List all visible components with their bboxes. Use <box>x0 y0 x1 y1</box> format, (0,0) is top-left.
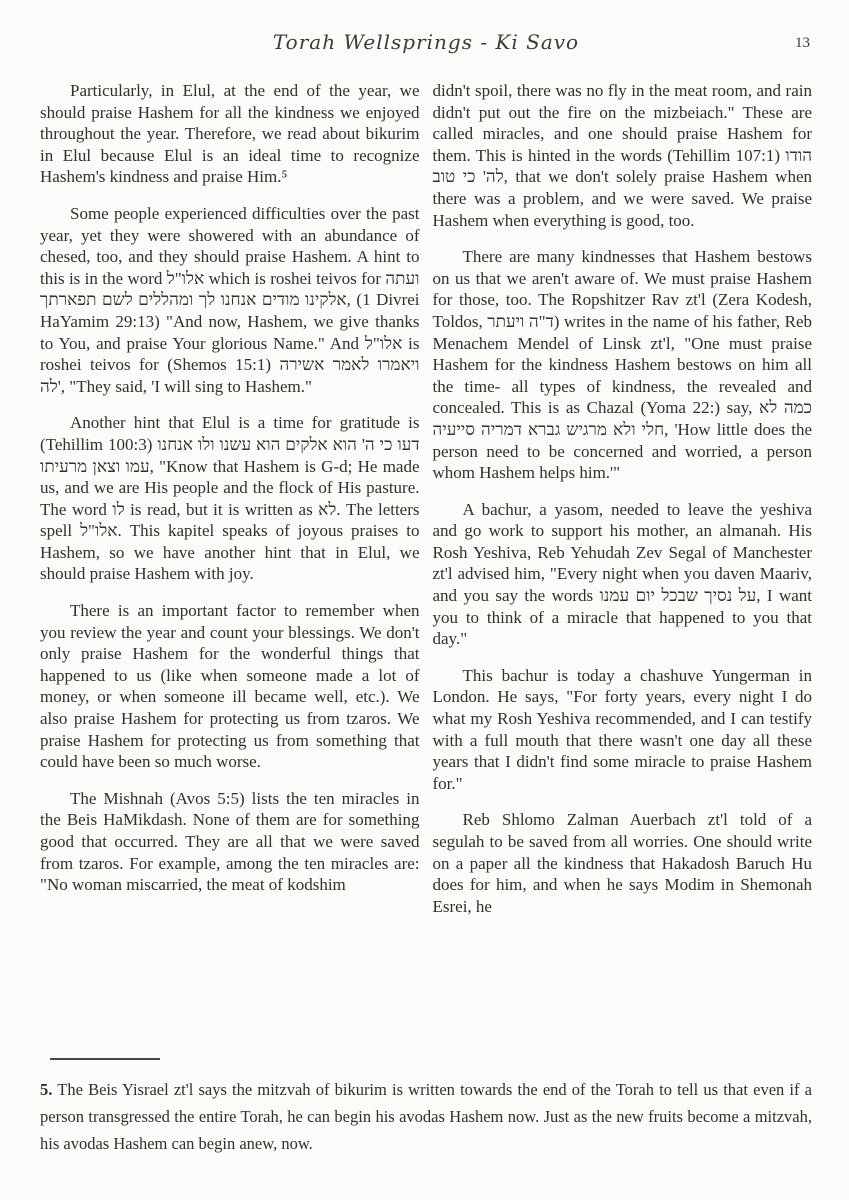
paragraph: Reb Shlomo Zalman Auerbach zt'l told of a segulah to be saved from all worries. One should write on a paper all the kindness that Hakadosh Baruch Hu does for him, and when he says Modim in Shemonah Esrei, he <box>432 810 812 916</box>
paragraph: didn't spoil, there was no fly in the meat room, and rain didn't put out the fire on the mizbeiach." These are called miracles, and one should praise Hashem for them. This is hinted in the words (Tehillim 107:1) הודו לה' כי טוב, that we don't solely praise Hashem when there was a problem, and we were saved. We praise Hashem when everything is good, too. <box>432 81 813 230</box>
paragraph: The Mishnah (Avos 5:5) lists the ten miracles in the Beis HaMikdash. None of them are for something good that occurred. They are all that we were saved from tzaros. For example, among the ten miracles are: "No woman miscarried, the meat of kodshim <box>40 788 420 895</box>
footnote-marker: 5. <box>40 1080 53 1099</box>
column-left <box>40 80 420 932</box>
paragraph: There is an important factor to remember when you review the year and count your blessings. We don't only praise Hashem for the wonderful things that happened to us (like when someone made a lot of money, or when someone ill became well, etc.). We also praise Hashem for protecting us from tzaros. We praise Hashem for protecting us from something that could have been so much worse. <box>40 601 420 772</box>
paragraph: Another hint that Elul is a time for gratitude is (Tehillim 100:3) דעו כי ה' הוא אלקים הוא עשנו ולו אנחנו עמו וצאן מרעיתו, "Know that Hashem is G-d; He made us, and we are His people and the flock of His pasture. The word לו is read, but it is written as לא. The letters spell אלו"ל. This kapitel speaks of joyous praises to Hashem, so we have another hint that in Elul, we should praise Hashem with joy. <box>40 413 420 584</box>
column-right <box>433 80 813 932</box>
paragraph: There are many kindnesses that Hashem bestows on us that we aren't aware of. We must praise Hashem for those, too. The Ropshitzer Rav zt'l (Zera Kodesh, Toldos, ד"ה ויעתר) writes in the name of his father, Reb Menachem Mendel of Linsk zt'l, "One must praise Hashem for the kindness Hashem bestows on him all the time- all types of kindness, the revealed and concealed. This is as Chazal (Yoma 22:) say, כמה לא חלי ולא מרגיש גברא דמריה סייעיה, 'How little does the person need to be concerned and worried, a person whom Hashem helps him.'" <box>432 247 812 483</box>
text-columns <box>40 80 812 932</box>
footnote <box>40 1076 812 1157</box>
footnote-divider <box>50 1058 160 1060</box>
page-title: Torah Wellsprings - Ki Savo <box>272 30 580 54</box>
paragraph: This bachur is today a chashuve Yungerman in London. He says, "For forty years, every night I do what my Rosh Yeshiva recommended, and I can testify with a full mouth that there wasn't one day all these years that I didn't find some miracle to praise Hashem for." <box>432 665 812 793</box>
page-header <box>40 30 812 62</box>
paragraph: Particularly, in Elul, at the end of the year, we should praise Hashem for all the kindness we enjoyed throughout the year. Therefore, we read about bikurim in Elul because Elul is an ideal time to recognize Hashem's kindness and praise Him.⁵ <box>40 81 420 187</box>
footnote-section <box>40 1058 812 1157</box>
footnote-text: The Beis Yisrael zt'l says the mitzvah of bikurim is written towards the end of the Torah to tell us that even if a person transgressed the entire Torah, he can begin his avodas Hashem now. Just as the new fruits become a mitzvah, his avodas Hashem can begin anew, now. <box>40 1080 812 1153</box>
paragraph: A bachur, a yasom, needed to leave the yeshiva and go work to support his mother, an almanah. His Rosh Yeshiva, Reb Yehudah Zev Segal of Manchester zt'l advised him, "Every night when you daven Maariv, and you say the words על נסיך שבכל יום עמנו, I want you to think of a miracle that happened to you that day." <box>432 499 812 649</box>
paragraph: Some people experienced difficulties over the past year, yet they were showered with an abundance of chesed, too, and they should praise Hashem. A hint to this is in the word אלו"ל which is roshei teivos for ועתה אלקינו מודים אנחנו לך ומהללים לשם תפארתך, (1 Divrei HaYamim 29:13) "And now, Hashem, we give thanks to You, and praise Your glorious Name." And אלו"ל is roshei teivos for (Shemos 15:1) ויאמרו לאמר אשירה לה', "They said, 'I will sing to Hashem." <box>40 203 420 396</box>
page-number: 13 <box>795 35 810 51</box>
